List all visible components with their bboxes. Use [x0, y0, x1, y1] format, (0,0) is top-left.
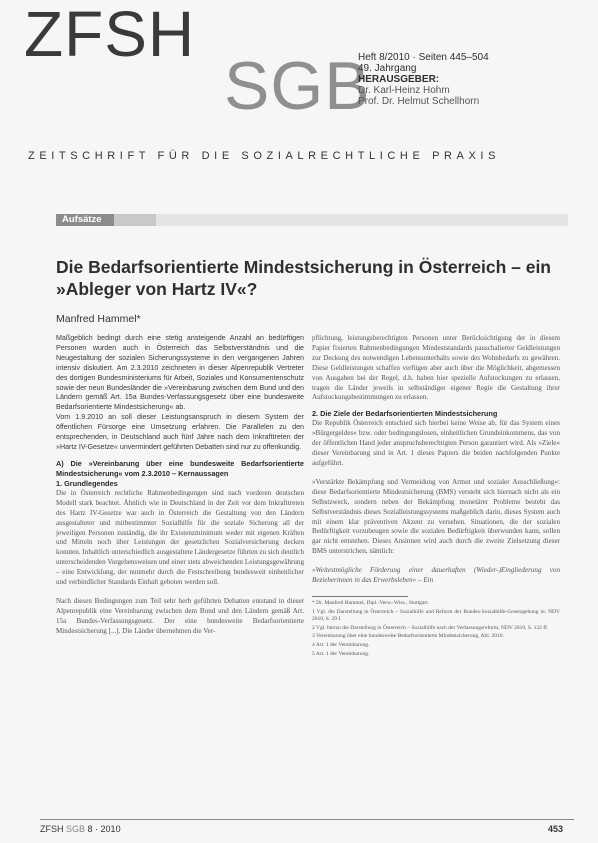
footer-zfsh: ZFSH: [40, 824, 64, 834]
column-left: [56, 334, 304, 637]
footnote-rule: [312, 596, 408, 597]
article-title: Die Bedarfsorientierte Mindestsicherung in Österreich – ein »Ableger von Hartz IV«?: [56, 257, 551, 299]
section-strip-light: [156, 214, 568, 226]
editors-label: HERAUSGEBER:: [358, 74, 440, 85]
footnote: 2 Vgl. hierzu die Darstellung in Österreich – Sozialhilfe nach der Verfassungsreform, NDV 2010, S. 132 ff.: [312, 624, 549, 631]
page-number: 453: [548, 824, 564, 834]
logo-zfsh: ZFSH: [24, 0, 196, 70]
footer-journal: [40, 824, 121, 834]
journal-logo: [24, 0, 371, 124]
paragraph-r2: Die Republik Österreich entschied sich hierbei keine Weise ab, für das System eines »Bürgergeldes« bzw. oder bedingungslosen, einheitlichen Grundeinkommens, das von der öffentlichen Hand jeder anspruchsberechtigten Person garantiert wird. Als »Ziele« dieser Vereinbarung sind in Art. 1 dieses Papiers die beiden nachfolgenden Punkte aufgeführt.: [312, 419, 560, 467]
paragraph-a2: Nach diesen Bedingungen zum Teil sehr herb geführten Debatten entstand in dieser Alpenrepublik eine Vereinbarung zwischen dem Bund und den Ländern gemäß Art. 15a Bundes-Verfassungsgesetz. Der eine bundesweite Bedarfsorientierte Mindestsicherung [...]. Die Länder übernehmen die Ver-: [56, 596, 304, 635]
issue-info: [358, 52, 578, 107]
paragraph-r3: »Verstärkte Bekämpfung und Vermeidung von Armut und sozialer Ausschließung«: diese Bedarfsorientierte Mindestsicherung (BMS) versteht sich hiernach nicht als ein Selbstzweck, sondern neben der Bekämpfung monetärer Probleme besteht das Selbstverständnis dieses Sozialleistungssystems maßgeblich darin, dieses System auch mit einem klar präventiven Akzent zu versehen. Situationen, die der sozialen Bedürftigkeit vorzubeugen sowie die sozialen Bedürftigkeit überwunden kann, sollen gar nicht entstehen. Dieses Ansinnen wird auch durch die zweite Zielsetzung dieser BMS unterstrichen, nämlich:: [312, 477, 560, 556]
footer-sgb: SGB: [66, 824, 86, 834]
footnote: * Dr. Manfred Hammel, Dipl.-Verw.-Wiss., Stuttgart.: [312, 599, 430, 606]
paragraph-r4: »Weitestmögliche Förderung einer dauerhaften (Wieder-)Eingliederung von Bezieherinnen in das Erwerbsleben« – Ein: [312, 566, 560, 585]
logo-sgb: SGB: [224, 48, 371, 124]
lead-paragraph: Maßgeblich bedingt durch eine stetig ansteigende Anzahl an bedürftigen Personen wurden auch in Österreich das Selbstverständnis und die Neugestaltung der sozialen Sicherungssysteme in den vergangenen Jahren intensiv diskutiert. Am 2.3.2010 zeichneten in dieser Alpenrepublik Vertreter des dortigen Bundesministeriums für Arbeit, Soziales und Konsumentenschutz sowie der neun Bundesländer die »Vereinbarung zwischen dem Bund und den Ländern gemäß Art. 15a Bundes-Verfassungsgesetz über eine bundesweite Bedarfsorientierte Mindestsicherung« ab.: [56, 334, 304, 412]
paragraph-a1: Die in Österreich rechtliche Rahmenbedingungen sind nach vorderen deutschen Modell stark beachtet. Ähnlich wie in Deutschland in der Zeit vor dem Inkrafttreten des Hartz IV-Gesetze war auch in Österreich die Gestaltung von den Ländern ausgestalteter und mitbestimmter Sozialhilfe für die soziale Sicherung all der jeweiligen Personen zuständig, die ihr Existenzminimum weder mit eigenen Kräften und Mitteln noch über Leistungen der gesetzlichen Sozialversicherung decken konnten. Inhaltlich unterschiedlich ausgestaltete Ländergesetze führten zu sich deutlich unterscheidenden Vorgehensweisen und einer stets abweichenden Leistungsgewährung – eine Entwicklung, der nunmehr durch die Festschreibung bundesweit einheitlicher und verbindlicher Standards Einhalt geboten werden soll.: [56, 488, 304, 587]
footer-rule: [40, 819, 574, 820]
footnote: 1 Vgl. die Darstellung in Österreich – Sozialhilfe und Reform der Bundes-Sozialhilfe-Gesetzgebung in: NDV 2010, S. 29 f.: [312, 608, 560, 623]
volume: 49. Jahrgang: [358, 63, 417, 74]
journal-tagline: ZEITSCHRIFT FÜR DIE SOZIALRECHTLICHE PRAXIS: [28, 150, 501, 162]
section-label: Aufsätze: [56, 214, 114, 226]
issue-line: Heft 8/2010 · Seiten 445–504: [358, 52, 489, 63]
editor-1: Dr. Karl-Heinz Hohm: [358, 85, 450, 96]
footnotes: [312, 600, 560, 658]
article-author: Manfred Hammel*: [56, 313, 141, 325]
heading-a1: 1. Grundlegendes: [56, 478, 118, 488]
footnote: 5 Art. 1 der Vereinbarung.: [312, 650, 370, 657]
heading-a: A) Die »Vereinbarung über eine bundesweite Bedarfsorientierte Mindestsicherung« vom 2.3.2010 – Kernaussagen: [56, 458, 304, 478]
editor-2: Prof. Dr. Helmut Schellhorn: [358, 96, 480, 107]
column-right: [312, 334, 560, 659]
lead-paragraph-2: Vom 1.9.2010 an soll dieser Leistungsanspruch in diesem System der öffentlichen Fürsorge eine Umsetzung erfahren. Die Parallelen zu den entsprechenden, in Deutschland auch fünf Jahre nach dem Inkrafttreten der »Hartz IV-Gesetze« unvermindert geführten Debatten sind nur zu offenkundig.: [56, 413, 304, 451]
footnote: 3 Vereinbarung über eine bundesweite Bedarfsorientierte Mindestsicherung, Abl. 2010.: [312, 633, 504, 640]
heading-b: 2. Die Ziele der Bedarfsorientierten Mindestsicherung: [312, 409, 498, 419]
footnote: 4 Art. 1 der Vereinbarung.: [312, 641, 370, 648]
section-bar: [56, 214, 568, 226]
paragraph-r1: pflichtung, leistungsberechtigten Personen unter Berücksichtigung der in diesem Papier fixierten Rahmenbedingungen Mindeststandards pauschalierter Geldleistungen zur Deckung des notwendigen Lebensunterhalts sowie des Wohnbedarfs zu gewähren. Diese Geldleistungen schaffen verfügen aber auch über die Möglichkeit, abgemessen von Ausgaben bei der Regel, d.h. haben hier spezielle Aufstockungen zu erlassen, tragen die Länder jeweils in selbständiger eigener Regie die Gestaltung ihrer Aufstockungsbestimmungen zu erlassen.: [312, 334, 560, 402]
footer-issue: 8 · 2010: [87, 824, 121, 834]
